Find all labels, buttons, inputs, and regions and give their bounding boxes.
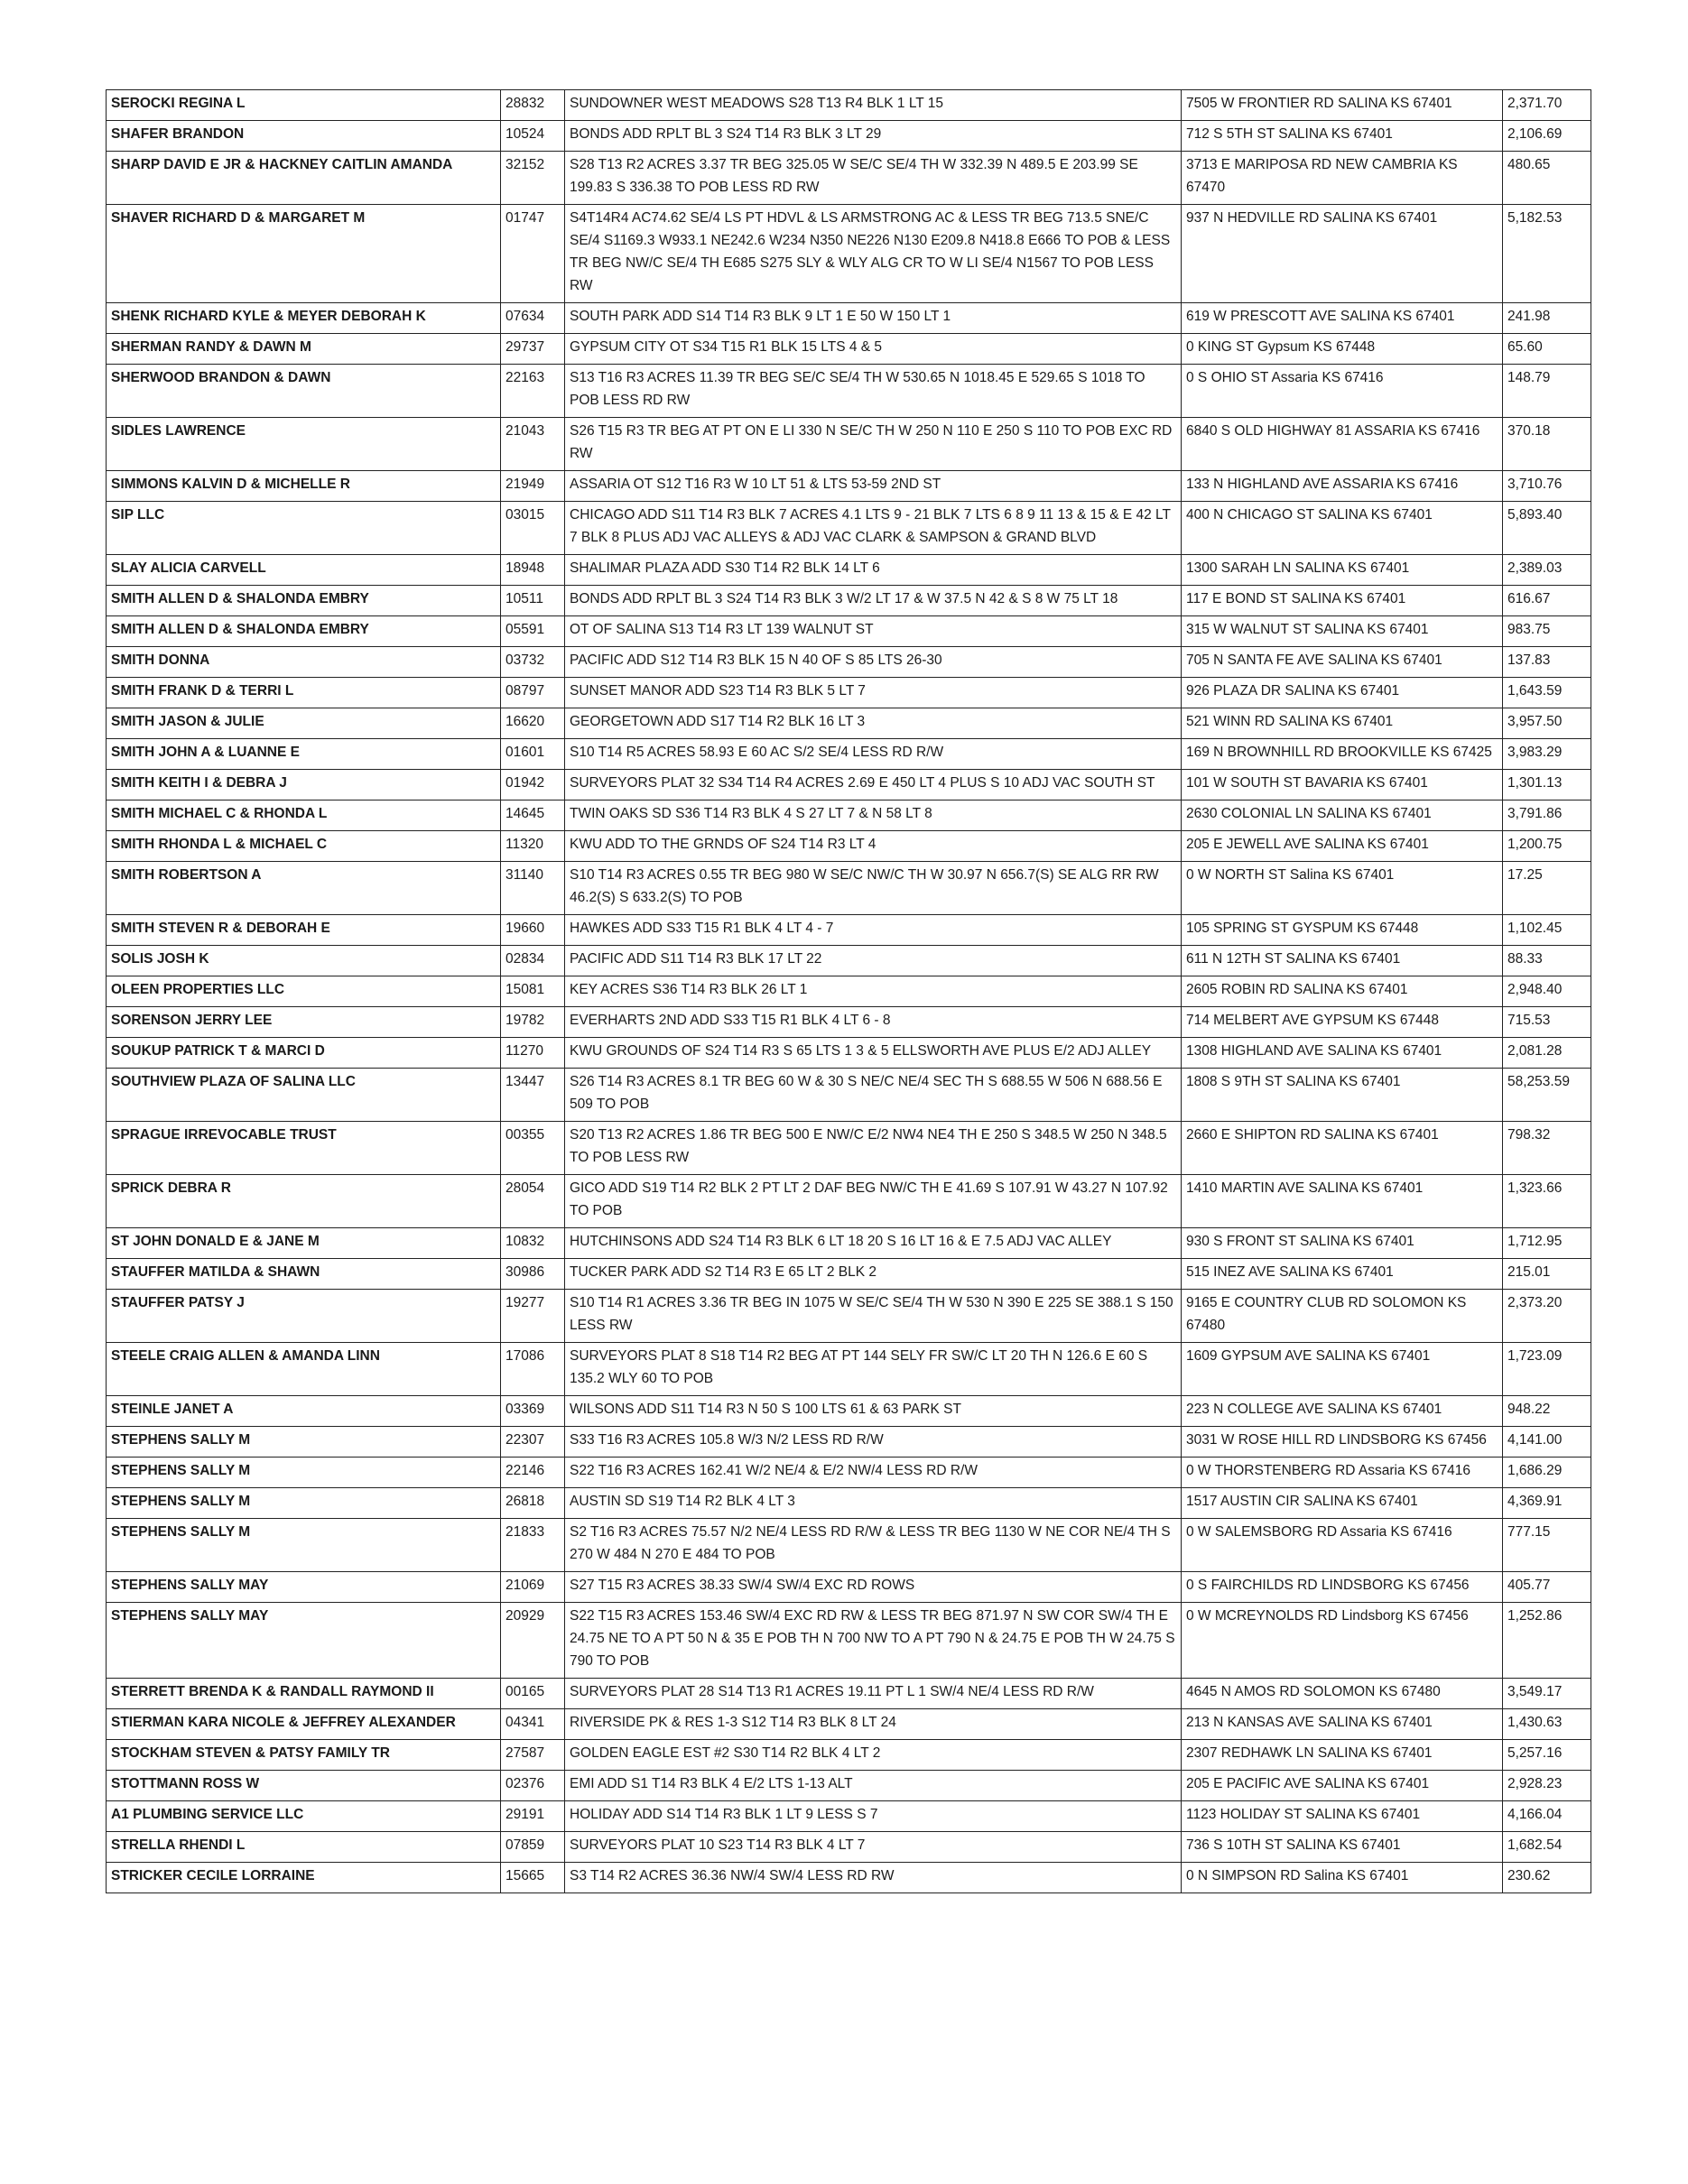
- property-address-cell: 1123 HOLIDAY ST SALINA KS 67401: [1182, 1801, 1503, 1832]
- parcel-id-cell: 11320: [501, 831, 565, 862]
- tax-amount-cell: 2,948.40: [1503, 976, 1591, 1007]
- owner-name-cell: SMITH RHONDA L & MICHAEL C: [107, 831, 501, 862]
- tax-amount-cell: 2,106.69: [1503, 121, 1591, 152]
- property-address-cell: 712 S 5TH ST SALINA KS 67401: [1182, 121, 1503, 152]
- owner-name-cell: STRICKER CECILE LORRAINE: [107, 1863, 501, 1893]
- parcel-id-cell: 30986: [501, 1259, 565, 1290]
- tax-amount-cell: 241.98: [1503, 303, 1591, 334]
- property-address-cell: 2630 COLONIAL LN SALINA KS 67401: [1182, 800, 1503, 831]
- table-row: [107, 1679, 1591, 1709]
- property-address-cell: 705 N SANTA FE AVE SALINA KS 67401: [1182, 647, 1503, 678]
- parcel-id-cell: 22163: [501, 365, 565, 418]
- parcel-id-cell: 19277: [501, 1290, 565, 1343]
- owner-name-cell: ST JOHN DONALD E & JANE M: [107, 1228, 501, 1259]
- property-address-cell: 101 W SOUTH ST BAVARIA KS 67401: [1182, 770, 1503, 800]
- owner-name-cell: SIDLES LAWRENCE: [107, 418, 501, 471]
- legal-description-cell: S26 T14 R3 ACRES 8.1 TR BEG 60 W & 30 S NE/C NE/4 SEC TH S 688.55 W 506 N 688.56 E 509 TO POB: [565, 1069, 1182, 1122]
- parcel-id-cell: 26818: [501, 1488, 565, 1519]
- table-row: [107, 862, 1591, 915]
- parcel-id-cell: 16620: [501, 708, 565, 739]
- property-address-cell: 2307 REDHAWK LN SALINA KS 67401: [1182, 1740, 1503, 1771]
- property-address-cell: 205 E JEWELL AVE SALINA KS 67401: [1182, 831, 1503, 862]
- tax-amount-cell: 948.22: [1503, 1396, 1591, 1427]
- property-address-cell: 315 W WALNUT ST SALINA KS 67401: [1182, 616, 1503, 647]
- property-address-cell: 0 W THORSTENBERG RD Assaria KS 67416: [1182, 1458, 1503, 1488]
- table-row: [107, 1427, 1591, 1458]
- parcel-id-cell: 20929: [501, 1603, 565, 1679]
- legal-description-cell: OT OF SALINA S13 T14 R3 LT 139 WALNUT ST: [565, 616, 1182, 647]
- parcel-id-cell: 31140: [501, 862, 565, 915]
- property-address-cell: 133 N HIGHLAND AVE ASSARIA KS 67416: [1182, 471, 1503, 502]
- owner-name-cell: SORENSON JERRY LEE: [107, 1007, 501, 1038]
- legal-description-cell: S2 T16 R3 ACRES 75.57 N/2 NE/4 LESS RD R/W & LESS TR BEG 1130 W NE COR NE/4 TH S 270 W 484 N 270 E 484 TO POB: [565, 1519, 1182, 1572]
- legal-description-cell: EMI ADD S1 T14 R3 BLK 4 E/2 LTS 1-13 ALT: [565, 1771, 1182, 1801]
- parcel-id-cell: 17086: [501, 1343, 565, 1396]
- property-address-cell: 9165 E COUNTRY CLUB RD SOLOMON KS 67480: [1182, 1290, 1503, 1343]
- parcel-id-cell: 13447: [501, 1069, 565, 1122]
- parcel-id-cell: 01601: [501, 739, 565, 770]
- tax-amount-cell: 4,141.00: [1503, 1427, 1591, 1458]
- parcel-id-cell: 21043: [501, 418, 565, 471]
- property-address-cell: 1517 AUSTIN CIR SALINA KS 67401: [1182, 1488, 1503, 1519]
- parcel-id-cell: 02834: [501, 946, 565, 976]
- tax-amount-cell: 3,791.86: [1503, 800, 1591, 831]
- legal-description-cell: S22 T16 R3 ACRES 162.41 W/2 NE/4 & E/2 NW/4 LESS RD R/W: [565, 1458, 1182, 1488]
- owner-name-cell: SMITH DONNA: [107, 647, 501, 678]
- legal-description-cell: CHICAGO ADD S11 T14 R3 BLK 7 ACRES 4.1 LTS 9 - 21 BLK 7 LTS 6 8 9 11 13 & 15 & E 42 LT 7 BLK 8 PLUS ADJ VAC ALLEYS & ADJ VAC CLARK & SAMPSON & GRAND BLVD: [565, 502, 1182, 555]
- tax-amount-cell: 137.83: [1503, 647, 1591, 678]
- parcel-id-cell: 28832: [501, 90, 565, 121]
- legal-description-cell: KEY ACRES S36 T14 R3 BLK 26 LT 1: [565, 976, 1182, 1007]
- owner-name-cell: SMITH JOHN A & LUANNE E: [107, 739, 501, 770]
- parcel-id-cell: 22307: [501, 1427, 565, 1458]
- tax-amount-cell: 983.75: [1503, 616, 1591, 647]
- parcel-id-cell: 05591: [501, 616, 565, 647]
- tax-amount-cell: 148.79: [1503, 365, 1591, 418]
- tax-amount-cell: 1,200.75: [1503, 831, 1591, 862]
- parcel-id-cell: 04341: [501, 1709, 565, 1740]
- table-row: [107, 1175, 1591, 1228]
- table-row: [107, 1259, 1591, 1290]
- owner-name-cell: SLAY ALICIA CARVELL: [107, 555, 501, 586]
- table-row: [107, 152, 1591, 205]
- property-address-cell: 515 INEZ AVE SALINA KS 67401: [1182, 1259, 1503, 1290]
- legal-description-cell: BONDS ADD RPLT BL 3 S24 T14 R3 BLK 3 LT 29: [565, 121, 1182, 152]
- property-address-cell: 0 N SIMPSON RD Salina KS 67401: [1182, 1863, 1503, 1893]
- parcel-id-cell: 21949: [501, 471, 565, 502]
- property-address-cell: 736 S 10TH ST SALINA KS 67401: [1182, 1832, 1503, 1863]
- tax-amount-cell: 2,389.03: [1503, 555, 1591, 586]
- table-row: [107, 770, 1591, 800]
- table-row: [107, 1709, 1591, 1740]
- legal-description-cell: S10 T14 R5 ACRES 58.93 E 60 AC S/2 SE/4 LESS RD R/W: [565, 739, 1182, 770]
- parcel-id-cell: 29737: [501, 334, 565, 365]
- legal-description-cell: SURVEYORS PLAT 10 S23 T14 R3 BLK 4 LT 7: [565, 1832, 1182, 1863]
- tax-amount-cell: 798.32: [1503, 1122, 1591, 1175]
- tax-amount-cell: 715.53: [1503, 1007, 1591, 1038]
- table-row: [107, 831, 1591, 862]
- table-row: [107, 1488, 1591, 1519]
- owner-name-cell: SMITH ROBERTSON A: [107, 862, 501, 915]
- parcel-id-cell: 28054: [501, 1175, 565, 1228]
- parcel-id-cell: 10511: [501, 586, 565, 616]
- table-row: [107, 1458, 1591, 1488]
- parcel-id-cell: 21833: [501, 1519, 565, 1572]
- parcel-id-cell: 02376: [501, 1771, 565, 1801]
- legal-description-cell: WILSONS ADD S11 T14 R3 N 50 S 100 LTS 61 & 63 PARK ST: [565, 1396, 1182, 1427]
- property-address-cell: 0 KING ST Gypsum KS 67448: [1182, 334, 1503, 365]
- property-address-cell: 1410 MARTIN AVE SALINA KS 67401: [1182, 1175, 1503, 1228]
- legal-description-cell: S20 T13 R2 ACRES 1.86 TR BEG 500 E NW/C E/2 NW4 NE4 TH E 250 S 348.5 W 250 N 348.5 TO POB LESS RW: [565, 1122, 1182, 1175]
- property-address-cell: 611 N 12TH ST SALINA KS 67401: [1182, 946, 1503, 976]
- legal-description-cell: PACIFIC ADD S11 T14 R3 BLK 17 LT 22: [565, 946, 1182, 976]
- table-row: [107, 1572, 1591, 1603]
- table-row: [107, 1122, 1591, 1175]
- parcel-id-cell: 18948: [501, 555, 565, 586]
- owner-name-cell: A1 PLUMBING SERVICE LLC: [107, 1801, 501, 1832]
- owner-name-cell: SMITH KEITH I & DEBRA J: [107, 770, 501, 800]
- table-row: [107, 1740, 1591, 1771]
- table-row: [107, 976, 1591, 1007]
- legal-description-cell: S22 T15 R3 ACRES 153.46 SW/4 EXC RD RW & LESS TR BEG 871.97 N SW COR SW/4 TH E 24.75 NE TO A PT 50 N & 35 E POB TH N 700 NW TO A PT 790 N & 24.75 E POB TH W 24.75 S 790 TO POB: [565, 1603, 1182, 1679]
- property-address-cell: 117 E BOND ST SALINA KS 67401: [1182, 586, 1503, 616]
- parcel-id-cell: 27587: [501, 1740, 565, 1771]
- table-row: [107, 205, 1591, 303]
- owner-name-cell: STEPHENS SALLY M: [107, 1519, 501, 1572]
- property-address-cell: 714 MELBERT AVE GYPSUM KS 67448: [1182, 1007, 1503, 1038]
- tax-amount-cell: 3,710.76: [1503, 471, 1591, 502]
- tax-amount-cell: 405.77: [1503, 1572, 1591, 1603]
- tax-amount-cell: 1,252.86: [1503, 1603, 1591, 1679]
- table-row: [107, 1228, 1591, 1259]
- owner-name-cell: SOUKUP PATRICK T & MARCI D: [107, 1038, 501, 1069]
- tax-list-page: [106, 89, 1591, 1893]
- property-address-cell: 0 W NORTH ST Salina KS 67401: [1182, 862, 1503, 915]
- table-row: [107, 1007, 1591, 1038]
- property-address-cell: 7505 W FRONTIER RD SALINA KS 67401: [1182, 90, 1503, 121]
- parcel-id-cell: 01747: [501, 205, 565, 303]
- tax-amount-cell: 1,301.13: [1503, 770, 1591, 800]
- property-address-cell: 926 PLAZA DR SALINA KS 67401: [1182, 678, 1503, 708]
- owner-name-cell: STEPHENS SALLY M: [107, 1458, 501, 1488]
- owner-name-cell: SMITH ALLEN D & SHALONDA EMBRY: [107, 586, 501, 616]
- property-address-cell: 1300 SARAH LN SALINA KS 67401: [1182, 555, 1503, 586]
- owner-name-cell: STAUFFER PATSY J: [107, 1290, 501, 1343]
- tax-amount-cell: 1,430.63: [1503, 1709, 1591, 1740]
- parcel-id-cell: 00355: [501, 1122, 565, 1175]
- legal-description-cell: S33 T16 R3 ACRES 105.8 W/3 N/2 LESS RD R/W: [565, 1427, 1182, 1458]
- legal-description-cell: SUNSET MANOR ADD S23 T14 R3 BLK 5 LT 7: [565, 678, 1182, 708]
- parcel-id-cell: 03015: [501, 502, 565, 555]
- property-address-cell: 1808 S 9TH ST SALINA KS 67401: [1182, 1069, 1503, 1122]
- tax-amount-cell: 65.60: [1503, 334, 1591, 365]
- tax-table-body: [107, 90, 1591, 1893]
- owner-name-cell: STOCKHAM STEVEN & PATSY FAMILY TR: [107, 1740, 501, 1771]
- legal-description-cell: S27 T15 R3 ACRES 38.33 SW/4 SW/4 EXC RD ROWS: [565, 1572, 1182, 1603]
- table-row: [107, 334, 1591, 365]
- legal-description-cell: HOLIDAY ADD S14 T14 R3 BLK 1 LT 9 LESS S 7: [565, 1801, 1182, 1832]
- table-row: [107, 1771, 1591, 1801]
- tax-amount-cell: 370.18: [1503, 418, 1591, 471]
- legal-description-cell: GOLDEN EAGLE EST #2 S30 T14 R2 BLK 4 LT 2: [565, 1740, 1182, 1771]
- table-row: [107, 678, 1591, 708]
- tax-amount-cell: 88.33: [1503, 946, 1591, 976]
- tax-amount-cell: 5,893.40: [1503, 502, 1591, 555]
- tax-amount-cell: 3,549.17: [1503, 1679, 1591, 1709]
- tax-amount-cell: 1,102.45: [1503, 915, 1591, 946]
- table-row: [107, 1863, 1591, 1893]
- parcel-id-cell: 00165: [501, 1679, 565, 1709]
- legal-description-cell: SHALIMAR PLAZA ADD S30 T14 R2 BLK 14 LT 6: [565, 555, 1182, 586]
- tax-amount-cell: 777.15: [1503, 1519, 1591, 1572]
- legal-description-cell: GEORGETOWN ADD S17 T14 R2 BLK 16 LT 3: [565, 708, 1182, 739]
- table-row: [107, 471, 1591, 502]
- owner-name-cell: OLEEN PROPERTIES LLC: [107, 976, 501, 1007]
- parcel-id-cell: 10524: [501, 121, 565, 152]
- owner-name-cell: STEPHENS SALLY MAY: [107, 1572, 501, 1603]
- legal-description-cell: SURVEYORS PLAT 32 S34 T14 R4 ACRES 2.69 E 450 LT 4 PLUS S 10 ADJ VAC SOUTH ST: [565, 770, 1182, 800]
- legal-description-cell: KWU ADD TO THE GRNDS OF S24 T14 R3 LT 4: [565, 831, 1182, 862]
- legal-description-cell: S3 T14 R2 ACRES 36.36 NW/4 SW/4 LESS RD RW: [565, 1863, 1182, 1893]
- legal-description-cell: S10 T14 R3 ACRES 0.55 TR BEG 980 W SE/C NW/C TH W 30.97 N 656.7(S) SE ALG RR RW 46.2(S) S 633.2(S) TO POB: [565, 862, 1182, 915]
- table-row: [107, 1603, 1591, 1679]
- tax-amount-cell: 1,643.59: [1503, 678, 1591, 708]
- property-address-cell: 6840 S OLD HIGHWAY 81 ASSARIA KS 67416: [1182, 418, 1503, 471]
- property-address-cell: 2660 E SHIPTON RD SALINA KS 67401: [1182, 1122, 1503, 1175]
- parcel-id-cell: 15665: [501, 1863, 565, 1893]
- legal-description-cell: ASSARIA OT S12 T16 R3 W 10 LT 51 & LTS 53-59 2ND ST: [565, 471, 1182, 502]
- legal-description-cell: RIVERSIDE PK & RES 1-3 S12 T14 R3 BLK 8 LT 24: [565, 1709, 1182, 1740]
- owner-name-cell: STEELE CRAIG ALLEN & AMANDA LINN: [107, 1343, 501, 1396]
- parcel-id-cell: 01942: [501, 770, 565, 800]
- owner-name-cell: SHERWOOD BRANDON & DAWN: [107, 365, 501, 418]
- tax-amount-cell: 4,166.04: [1503, 1801, 1591, 1832]
- owner-name-cell: SIMMONS KALVIN D & MICHELLE R: [107, 471, 501, 502]
- owner-name-cell: SMITH ALLEN D & SHALONDA EMBRY: [107, 616, 501, 647]
- table-row: [107, 1519, 1591, 1572]
- tax-amount-cell: 1,682.54: [1503, 1832, 1591, 1863]
- tax-amount-cell: 2,081.28: [1503, 1038, 1591, 1069]
- legal-description-cell: SUNDOWNER WEST MEADOWS S28 T13 R4 BLK 1 LT 15: [565, 90, 1182, 121]
- table-row: [107, 946, 1591, 976]
- tax-amount-cell: 1,686.29: [1503, 1458, 1591, 1488]
- parcel-id-cell: 07634: [501, 303, 565, 334]
- table-row: [107, 616, 1591, 647]
- owner-name-cell: STAUFFER MATILDA & SHAWN: [107, 1259, 501, 1290]
- legal-description-cell: EVERHARTS 2ND ADD S33 T15 R1 BLK 4 LT 6 - 8: [565, 1007, 1182, 1038]
- parcel-id-cell: 15081: [501, 976, 565, 1007]
- property-address-cell: 937 N HEDVILLE RD SALINA KS 67401: [1182, 205, 1503, 303]
- table-row: [107, 1832, 1591, 1863]
- parcel-id-cell: 08797: [501, 678, 565, 708]
- legal-description-cell: SOUTH PARK ADD S14 T14 R3 BLK 9 LT 1 E 50 W 150 LT 1: [565, 303, 1182, 334]
- property-address-cell: 223 N COLLEGE AVE SALINA KS 67401: [1182, 1396, 1503, 1427]
- owner-name-cell: SHAFER BRANDON: [107, 121, 501, 152]
- owner-name-cell: SMITH MICHAEL C & RHONDA L: [107, 800, 501, 831]
- owner-name-cell: SMITH FRANK D & TERRI L: [107, 678, 501, 708]
- tax-amount-cell: 1,723.09: [1503, 1343, 1591, 1396]
- table-row: [107, 586, 1591, 616]
- table-row: [107, 1038, 1591, 1069]
- owner-name-cell: STOTTMANN ROSS W: [107, 1771, 501, 1801]
- legal-description-cell: HAWKES ADD S33 T15 R1 BLK 4 LT 4 - 7: [565, 915, 1182, 946]
- table-row: [107, 647, 1591, 678]
- owner-name-cell: STEPHENS SALLY M: [107, 1488, 501, 1519]
- property-address-cell: 2605 ROBIN RD SALINA KS 67401: [1182, 976, 1503, 1007]
- property-address-cell: 4645 N AMOS RD SOLOMON KS 67480: [1182, 1679, 1503, 1709]
- property-address-cell: 0 S FAIRCHILDS RD LINDSBORG KS 67456: [1182, 1572, 1503, 1603]
- owner-name-cell: SPRICK DEBRA R: [107, 1175, 501, 1228]
- owner-name-cell: SHAVER RICHARD D & MARGARET M: [107, 205, 501, 303]
- owner-name-cell: SIP LLC: [107, 502, 501, 555]
- parcel-id-cell: 10832: [501, 1228, 565, 1259]
- owner-name-cell: STEPHENS SALLY M: [107, 1427, 501, 1458]
- table-row: [107, 555, 1591, 586]
- tax-amount-cell: 1,323.66: [1503, 1175, 1591, 1228]
- parcel-id-cell: 19782: [501, 1007, 565, 1038]
- parcel-id-cell: 19660: [501, 915, 565, 946]
- owner-name-cell: STRELLA RHENDI L: [107, 1832, 501, 1863]
- tax-amount-cell: 5,257.16: [1503, 1740, 1591, 1771]
- legal-description-cell: TUCKER PARK ADD S2 T14 R3 E 65 LT 2 BLK 2: [565, 1259, 1182, 1290]
- legal-description-cell: HUTCHINSONS ADD S24 T14 R3 BLK 6 LT 18 20 S 16 LT 16 & E 7.5 ADJ VAC ALLEY: [565, 1228, 1182, 1259]
- legal-description-cell: SURVEYORS PLAT 8 S18 T14 R2 BEG AT PT 144 SELY FR SW/C LT 20 TH N 126.6 E 60 S 135.2 WLY 60 TO POB: [565, 1343, 1182, 1396]
- parcel-id-cell: 03732: [501, 647, 565, 678]
- owner-name-cell: STERRETT BRENDA K & RANDALL RAYMOND II: [107, 1679, 501, 1709]
- parcel-id-cell: 03369: [501, 1396, 565, 1427]
- legal-description-cell: BONDS ADD RPLT BL 3 S24 T14 R3 BLK 3 W/2 LT 17 & W 37.5 N 42 & S 8 W 75 LT 18: [565, 586, 1182, 616]
- legal-description-cell: S10 T14 R1 ACRES 3.36 TR BEG IN 1075 W SE/C SE/4 TH W 530 N 390 E 225 SE 388.1 S 150 LESS RW: [565, 1290, 1182, 1343]
- owner-name-cell: SPRAGUE IRREVOCABLE TRUST: [107, 1122, 501, 1175]
- table-row: [107, 1343, 1591, 1396]
- parcel-id-cell: 32152: [501, 152, 565, 205]
- parcel-id-cell: 21069: [501, 1572, 565, 1603]
- table-row: [107, 1290, 1591, 1343]
- tax-amount-cell: 4,369.91: [1503, 1488, 1591, 1519]
- table-row: [107, 915, 1591, 946]
- property-address-cell: 400 N CHICAGO ST SALINA KS 67401: [1182, 502, 1503, 555]
- legal-description-cell: AUSTIN SD S19 T14 R2 BLK 4 LT 3: [565, 1488, 1182, 1519]
- property-address-cell: 619 W PRESCOTT AVE SALINA KS 67401: [1182, 303, 1503, 334]
- parcel-id-cell: 29191: [501, 1801, 565, 1832]
- owner-name-cell: SHERMAN RANDY & DAWN M: [107, 334, 501, 365]
- legal-description-cell: KWU GROUNDS OF S24 T14 R3 S 65 LTS 1 3 & 5 ELLSWORTH AVE PLUS E/2 ADJ ALLEY: [565, 1038, 1182, 1069]
- parcel-id-cell: 22146: [501, 1458, 565, 1488]
- legal-description-cell: S4T14R4 AC74.62 SE/4 LS PT HDVL & LS ARMSTRONG AC & LESS TR BEG 713.5 SNE/C SE/4 S1169.3 W933.1 NE242.6 W234 N350 NE226 N130 E209.8 N418.8 E666 TO POB & LESS TR BEG NW/C SE/4 TH E685 S275 SLY & WLY ALG CR TO W LI SE/4 N1567 TO POB LESS RW: [565, 205, 1182, 303]
- table-row: [107, 418, 1591, 471]
- tax-amount-cell: 1,712.95: [1503, 1228, 1591, 1259]
- legal-description-cell: TWIN OAKS SD S36 T14 R3 BLK 4 S 27 LT 7 & N 58 LT 8: [565, 800, 1182, 831]
- table-row: [107, 90, 1591, 121]
- legal-description-cell: S26 T15 R3 TR BEG AT PT ON E LI 330 N SE/C TH W 250 N 110 E 250 S 110 TO POB EXC RD RW: [565, 418, 1182, 471]
- table-row: [107, 800, 1591, 831]
- table-row: [107, 1069, 1591, 1122]
- property-address-cell: 0 S OHIO ST Assaria KS 67416: [1182, 365, 1503, 418]
- tax-amount-cell: 5,182.53: [1503, 205, 1591, 303]
- property-address-cell: 0 W MCREYNOLDS RD Lindsborg KS 67456: [1182, 1603, 1503, 1679]
- tax-amount-cell: 3,957.50: [1503, 708, 1591, 739]
- tax-amount-cell: 17.25: [1503, 862, 1591, 915]
- tax-amount-cell: 58,253.59: [1503, 1069, 1591, 1122]
- owner-name-cell: SOLIS JOSH K: [107, 946, 501, 976]
- owner-name-cell: STEPHENS SALLY MAY: [107, 1603, 501, 1679]
- legal-description-cell: GYPSUM CITY OT S34 T15 R1 BLK 15 LTS 4 & 5: [565, 334, 1182, 365]
- tax-amount-cell: 215.01: [1503, 1259, 1591, 1290]
- parcel-id-cell: 14645: [501, 800, 565, 831]
- legal-description-cell: S13 T16 R3 ACRES 11.39 TR BEG SE/C SE/4 TH W 530.65 N 1018.45 E 529.65 S 1018 TO POB LESS RD RW: [565, 365, 1182, 418]
- table-row: [107, 365, 1591, 418]
- table-row: [107, 121, 1591, 152]
- tax-amount-cell: 230.62: [1503, 1863, 1591, 1893]
- table-row: [107, 1396, 1591, 1427]
- tax-amount-cell: 2,371.70: [1503, 90, 1591, 121]
- legal-description-cell: SURVEYORS PLAT 28 S14 T13 R1 ACRES 19.11 PT L 1 SW/4 NE/4 LESS RD R/W: [565, 1679, 1182, 1709]
- property-address-cell: 521 WINN RD SALINA KS 67401: [1182, 708, 1503, 739]
- table-row: [107, 502, 1591, 555]
- tax-amount-cell: 2,928.23: [1503, 1771, 1591, 1801]
- table-row: [107, 303, 1591, 334]
- tax-amount-cell: 2,373.20: [1503, 1290, 1591, 1343]
- owner-name-cell: STEINLE JANET A: [107, 1396, 501, 1427]
- table-row: [107, 739, 1591, 770]
- owner-name-cell: SHARP DAVID E JR & HACKNEY CAITLIN AMANDA: [107, 152, 501, 205]
- delinquent-tax-table: [106, 89, 1591, 1893]
- owner-name-cell: SEROCKI REGINA L: [107, 90, 501, 121]
- table-row: [107, 1801, 1591, 1832]
- table-row: [107, 708, 1591, 739]
- owner-name-cell: SHENK RICHARD KYLE & MEYER DEBORAH K: [107, 303, 501, 334]
- property-address-cell: 1609 GYPSUM AVE SALINA KS 67401: [1182, 1343, 1503, 1396]
- tax-amount-cell: 616.67: [1503, 586, 1591, 616]
- property-address-cell: 205 E PACIFIC AVE SALINA KS 67401: [1182, 1771, 1503, 1801]
- property-address-cell: 3031 W ROSE HILL RD LINDSBORG KS 67456: [1182, 1427, 1503, 1458]
- tax-amount-cell: 3,983.29: [1503, 739, 1591, 770]
- property-address-cell: 930 S FRONT ST SALINA KS 67401: [1182, 1228, 1503, 1259]
- parcel-id-cell: 07859: [501, 1832, 565, 1863]
- property-address-cell: 169 N BROWNHILL RD BROOKVILLE KS 67425: [1182, 739, 1503, 770]
- parcel-id-cell: 11270: [501, 1038, 565, 1069]
- legal-description-cell: PACIFIC ADD S12 T14 R3 BLK 15 N 40 OF S 85 LTS 26-30: [565, 647, 1182, 678]
- property-address-cell: 1308 HIGHLAND AVE SALINA KS 67401: [1182, 1038, 1503, 1069]
- legal-description-cell: S28 T13 R2 ACRES 3.37 TR BEG 325.05 W SE/C SE/4 TH W 332.39 N 489.5 E 203.99 SE 199.83 S 336.38 TO POB LESS RD RW: [565, 152, 1182, 205]
- property-address-cell: 105 SPRING ST GYSPUM KS 67448: [1182, 915, 1503, 946]
- tax-amount-cell: 480.65: [1503, 152, 1591, 205]
- property-address-cell: 3713 E MARIPOSA RD NEW CAMBRIA KS 67470: [1182, 152, 1503, 205]
- owner-name-cell: SMITH STEVEN R & DEBORAH E: [107, 915, 501, 946]
- owner-name-cell: STIERMAN KARA NICOLE & JEFFREY ALEXANDER: [107, 1709, 501, 1740]
- property-address-cell: 0 W SALEMSBORG RD Assaria KS 67416: [1182, 1519, 1503, 1572]
- owner-name-cell: SOUTHVIEW PLAZA OF SALINA LLC: [107, 1069, 501, 1122]
- owner-name-cell: SMITH JASON & JULIE: [107, 708, 501, 739]
- legal-description-cell: GICO ADD S19 T14 R2 BLK 2 PT LT 2 DAF BEG NW/C TH E 41.69 S 107.91 W 43.27 N 107.92 TO POB: [565, 1175, 1182, 1228]
- property-address-cell: 213 N KANSAS AVE SALINA KS 67401: [1182, 1709, 1503, 1740]
